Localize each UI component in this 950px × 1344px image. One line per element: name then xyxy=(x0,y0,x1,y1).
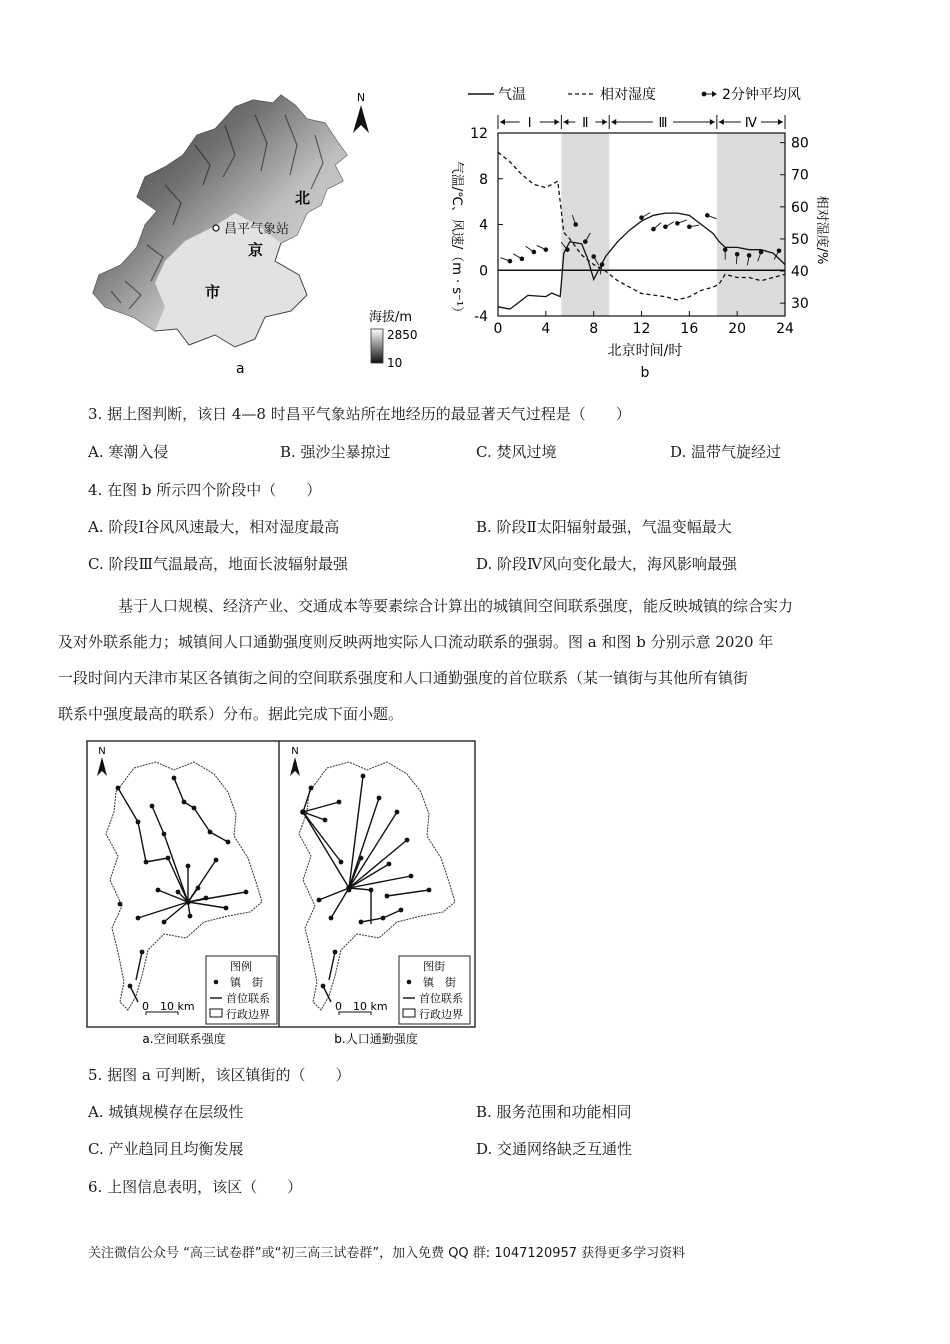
map-b-hub-0 xyxy=(346,885,352,891)
map-a-town-0 xyxy=(116,786,121,791)
wind-point-11 xyxy=(663,224,668,229)
elevation-scale-bar xyxy=(371,329,383,363)
passage-line-3: 一段时间内天津市某区各镇街之间的空间联系强度和人口通勤强度的首位联系（某一镇街与其他所有镇街 xyxy=(58,669,749,687)
map-b-town-18 xyxy=(399,908,404,913)
x-axis-label: 北京时间/时 xyxy=(607,343,683,359)
passage-line-2: 及对外联系能力；城镇间人口通勤强度则反映两地实际人口流动联系的强弱。图 a 和图 b 分别示意 2020 年 xyxy=(58,633,774,651)
q4-option-c[interactable]: C. 阶段Ⅲ气温最高，地面长波辐射最强 xyxy=(88,555,348,573)
y-left-tick-label-0: 12 xyxy=(470,126,488,142)
tianjin-linkage-maps xyxy=(86,740,478,1052)
map-a-legend-title: 图例 xyxy=(230,960,252,973)
beijing-elevation-map xyxy=(85,85,445,385)
q4-option-d[interactable]: D. 阶段Ⅳ风向变化最大，海风影响最强 xyxy=(476,555,738,573)
wind-point-0 xyxy=(508,259,513,264)
map-a-town-14 xyxy=(176,890,181,895)
q3-option-b[interactable]: B. 强沙尘暴掠过 xyxy=(280,443,391,461)
wind-point-2 xyxy=(532,250,537,255)
stage-label-2: Ⅲ xyxy=(658,116,668,131)
q4-option-a[interactable]: A. 阶段Ⅰ谷风风速最大，相对湿度最高 xyxy=(88,518,340,536)
map-b-town-10 xyxy=(409,874,414,879)
y-right-tick-label-1: 70 xyxy=(791,167,809,184)
chart-b-caption: b xyxy=(640,365,650,381)
elevation-max: 2850 xyxy=(387,328,418,342)
y-right-tick-label-2: 60 xyxy=(791,199,809,216)
map-b-town-20 xyxy=(321,984,326,989)
stage-label-3: Ⅳ xyxy=(744,116,757,131)
map-a-town-16 xyxy=(156,888,161,893)
stage-arrowhead-r-2 xyxy=(710,119,715,125)
map-b-town-2 xyxy=(337,800,342,805)
map-b-legend-boundary: 行政边界 xyxy=(419,1008,463,1021)
y-left-tick-label-2: 4 xyxy=(479,217,488,234)
map-b-legend-title: 图街 xyxy=(423,960,445,973)
q5-option-b[interactable]: B. 服务范围和功能相同 xyxy=(476,1103,632,1121)
q4-option-b[interactable]: B. 阶段Ⅱ太阳辐射最强，气温变幅最大 xyxy=(476,518,732,536)
map-a-town-22 xyxy=(140,950,145,955)
y-right-tick-label-0: 80 xyxy=(791,135,809,152)
y-right-tick-label-5: 30 xyxy=(791,296,809,313)
stage-arrowhead-r-1 xyxy=(602,119,607,125)
station-label: 昌平气象站 xyxy=(224,222,290,237)
wind-point-4 xyxy=(565,247,570,252)
x-tick-label-2: 8 xyxy=(589,321,599,337)
north-arrow-icon xyxy=(353,105,369,133)
station-marker xyxy=(213,225,219,231)
q5-option-d[interactable]: D. 交通网络缺乏互通性 xyxy=(476,1140,633,1158)
map-b-town-19 xyxy=(333,950,338,955)
x-tick-label-6: 24 xyxy=(776,321,794,337)
legend-humidity-label: 相对湿度 xyxy=(600,87,656,103)
map-b-town-15 xyxy=(329,916,334,921)
map-b-town-16 xyxy=(359,920,364,925)
map-a-town-3 xyxy=(172,776,177,781)
map-a-caption: a xyxy=(236,361,245,377)
stage-arrowhead-l-3 xyxy=(719,119,724,125)
map-b-scale-label: 0 10 km xyxy=(335,1000,388,1013)
y-right-tick-label-3: 50 xyxy=(791,231,809,248)
map-a-town-23 xyxy=(128,984,133,989)
x-tick-label-1: 4 xyxy=(541,321,551,337)
passage-line-4: 联系中强度最高的联系）分布。据此完成下面小题。 xyxy=(58,705,404,723)
x-tick-label-3: 12 xyxy=(632,321,651,337)
weather-chart xyxy=(440,80,840,385)
wind-point-7 xyxy=(591,254,596,259)
elevation-legend-title: 海拔/m xyxy=(369,310,413,325)
map-b-north-label: N xyxy=(291,746,299,757)
map-a-scale-label: 0 10 km xyxy=(142,1000,195,1013)
passage-line-1: 基于人口规模、经济产业、交通成本等要素综合计算出的城镇间空间联系强度，能反映城镇的综合实力 xyxy=(118,597,794,615)
elevation-min: 10 xyxy=(387,356,403,370)
map-a-town-21 xyxy=(224,906,229,911)
stage-arrowhead-l-0 xyxy=(500,119,505,125)
passage xyxy=(58,588,868,732)
map-a-town-4 xyxy=(182,800,187,805)
wind-point-6 xyxy=(583,239,588,244)
q5-option-c[interactable]: C. 产业趋同且均衡发展 xyxy=(88,1140,244,1158)
map-a-town-1 xyxy=(136,820,141,825)
stage-shade-2 xyxy=(561,133,609,316)
x-tick-label-4: 16 xyxy=(680,321,699,337)
map-a-legend-boundary: 行政边界 xyxy=(226,1008,270,1021)
region-char-2: 京 xyxy=(248,241,264,259)
wind-point-5 xyxy=(573,222,578,227)
map-b-town-12 xyxy=(369,888,374,893)
map-b-town-7 xyxy=(339,860,344,865)
map-b-hub-1 xyxy=(300,809,306,815)
q3-option-c[interactable]: C. 焚风过境 xyxy=(476,443,557,461)
stage-arrowhead-l-1 xyxy=(563,119,568,125)
map-b-legend-town: 镇 街 xyxy=(423,976,456,989)
caption-a: a.空间联系强度 xyxy=(142,1032,226,1046)
stage-shade-4 xyxy=(717,133,785,316)
footer-note: 关注微信公众号 “高三试卷群”或“初三高三试卷群”，加入免费 QQ 群: 1047120957 获得更多学习资料 xyxy=(88,1246,686,1261)
map-a-town-13 xyxy=(244,890,249,895)
x-tick-label-0: 0 xyxy=(493,321,503,337)
north-label: N xyxy=(356,91,366,104)
map-b-town-0 xyxy=(309,786,314,791)
q6-stem: 6. 上图信息表明，该区（ ） xyxy=(88,1178,303,1196)
region-char-3: 市 xyxy=(205,283,221,301)
wind-point-3 xyxy=(544,247,549,252)
y-left-label: 气温/℃、风速/（m · s⁻¹） xyxy=(449,160,464,320)
stage-label-0: Ⅰ xyxy=(527,116,532,131)
map-a-town-19 xyxy=(188,914,193,919)
map-a-town-17 xyxy=(136,916,141,921)
wind-point-8 xyxy=(600,262,605,267)
map-b-town-17 xyxy=(381,916,386,921)
caption-b: b.人口通勤强度 xyxy=(334,1032,418,1046)
map-a-town-10 xyxy=(166,856,171,861)
q3-option-a[interactable]: A. 寒潮入侵 xyxy=(88,443,169,461)
wind-point-10 xyxy=(651,227,656,232)
wind-point-15 xyxy=(723,247,728,252)
q3-stem: 3. 据上图判断，该日 4—8 时昌平气象站所在地经历的最显著天气过程是（ ） xyxy=(88,405,631,423)
map-a-town-12 xyxy=(214,858,219,863)
map-b-town-1 xyxy=(323,818,328,823)
map-a-town-11 xyxy=(186,864,191,869)
map-a-north-label: N xyxy=(98,746,106,757)
legend-wind-label: 2分钟平均风 xyxy=(722,87,801,103)
stage-label-1: Ⅱ xyxy=(582,116,589,131)
map-b-town-6 xyxy=(405,838,410,843)
y-left-tick-label-1: 8 xyxy=(479,171,488,188)
map-b-town-4 xyxy=(377,796,382,801)
map-a-town-20 xyxy=(204,896,209,901)
q5-stem: 5. 据图 a 可判断，该区镇街的（ ） xyxy=(88,1066,351,1084)
wind-point-14 xyxy=(705,213,710,218)
map-b-legend-town-icon xyxy=(407,980,412,985)
map-b-town-9 xyxy=(387,862,392,867)
map-a-town-24 xyxy=(118,902,123,907)
legend-temp-label: 气温 xyxy=(498,87,526,103)
map-b-town-8 xyxy=(359,856,364,861)
wind-point-13 xyxy=(687,224,692,229)
map-a-town-7 xyxy=(208,830,213,835)
legend-wind-arrowhead xyxy=(712,91,717,97)
stage-arrowhead-r-0 xyxy=(554,119,559,125)
stage-arrowhead-l-2 xyxy=(611,119,616,125)
y-left-tick-label-4: -4 xyxy=(474,309,488,325)
map-b-town-3 xyxy=(361,774,366,779)
wind-point-16 xyxy=(735,252,740,257)
map-b-town-5 xyxy=(395,810,400,815)
plot-area xyxy=(470,115,809,337)
wind-point-18 xyxy=(759,250,764,255)
wind-point-17 xyxy=(747,253,752,258)
y-left-tick-label-3: 0 xyxy=(479,263,488,280)
map-b-legend-link: 首位联系 xyxy=(419,992,463,1005)
map-a-town-8 xyxy=(226,840,231,845)
wind-point-19 xyxy=(777,249,782,254)
map-a-legend-town-icon xyxy=(214,980,219,985)
y-right-tick-label-4: 40 xyxy=(791,264,809,281)
map-a-legend-town: 镇 街 xyxy=(230,976,263,989)
map-a-town-6 xyxy=(192,806,197,811)
map-a-town-5 xyxy=(162,832,167,837)
wind-point-12 xyxy=(675,221,680,226)
q3-option-d[interactable]: D. 温带气旋经过 xyxy=(670,443,782,461)
map-a-town-9 xyxy=(144,860,149,865)
q4-stem: 4. 在图 b 所示四个阶段中（ ） xyxy=(88,481,322,499)
map-b-town-11 xyxy=(427,888,432,893)
wind-point-9 xyxy=(639,215,644,220)
stage-arrowhead-r-3 xyxy=(778,119,783,125)
map-a-legend-link: 首位联系 xyxy=(226,992,270,1005)
x-tick-label-5: 20 xyxy=(728,321,747,337)
map-a-town-2 xyxy=(150,804,155,809)
map-a-town-15 xyxy=(196,886,201,891)
map-b-town-13 xyxy=(385,894,390,899)
q5-option-a[interactable]: A. 城镇规模存在层级性 xyxy=(88,1103,244,1121)
map-a-town-18 xyxy=(162,920,167,925)
map-a-hub-0 xyxy=(185,899,191,905)
wind-point-1 xyxy=(520,257,525,262)
map-b-town-21 xyxy=(317,898,322,903)
y-right-label: 相对湿度/% xyxy=(814,195,829,265)
region-char-1: 北 xyxy=(295,189,311,207)
